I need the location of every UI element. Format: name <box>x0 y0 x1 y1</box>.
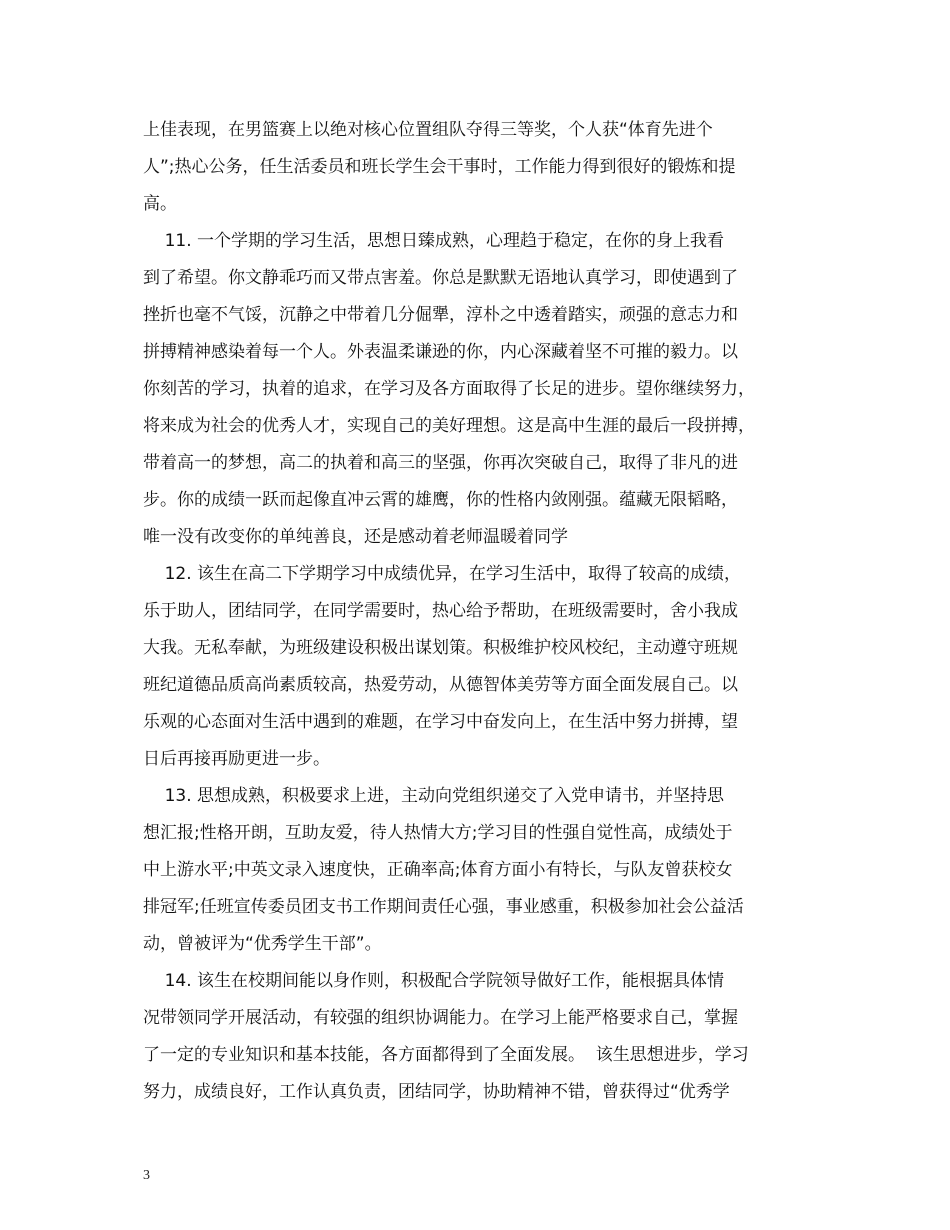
text-line: 将来成为社会的优秀人才，实现自己的美好理想。这是高中生涯的最后一段拼搏， <box>143 416 755 436</box>
text-line: 况带领同学开展活动，有较强的组织协调能力。在学习上能严格要求自己，掌握 <box>143 1008 738 1028</box>
text-line: 动，曾被评为“优秀学生干部”。 <box>143 934 382 954</box>
text-line: 日后再接再励更进一步。 <box>143 749 330 769</box>
text-line: 到了希望。你文静乖巧而又带点害羞。你总是默默无语地认真学习，即使遇到了 <box>143 268 738 288</box>
text-line: 上佳表现，在男篮赛上以绝对核心位置组队夺得三等奖，个人获“体育先进个 <box>143 120 713 140</box>
paragraph-14-first-line: 14. 该生在校期间能以身作则，积极配合学院领导做好工作，能根据具体情 <box>143 971 725 991</box>
text-line: 唯一没有改变你的单纯善良，还是感动着老师温暖着同学 <box>143 527 568 547</box>
text-line: 班纪道德品质高尚素质较高，热爱劳动，从德智体美劳等方面全面发展自己。以 <box>143 675 738 695</box>
paragraph-12-first-line: 12. 该生在高二下学期学习中成绩优异，在学习生活中，取得了较高的成绩， <box>143 564 742 584</box>
text-line: 乐观的心态面对生活中遇到的难题，在学习中奋发向上，在生活中努力拼搏，望 <box>143 712 738 732</box>
text-line: 中上游水平;中英文录入速度快，正确率高;体育方面小有特长，与队友曾获校女 <box>143 860 733 880</box>
text-line: 人”;热心公务，任生活委员和班长学生会干事时，工作能力得到很好的锻炼和提 <box>143 157 736 177</box>
text-line: 带着高一的梦想，高二的执着和高三的坚强，你再次突破自己，取得了非凡的进 <box>143 453 738 473</box>
text-line: 想汇报;性格开朗，互助友爱，待人热情大方;学习目的性强自觉性高，成绩处于 <box>143 823 733 843</box>
text-line: 你刻苦的学习，执着的追求，在学习及各方面取得了长足的进步。望你继续努力， <box>143 379 755 399</box>
text-line: 拼搏精神感染着每一个人。外表温柔谦逊的你，内心深藏着坚不可摧的毅力。以 <box>143 342 738 362</box>
page-number: 3 <box>143 1168 150 1183</box>
text-line: 挫折也毫不气馁，沉静之中带着几分倔犟，淳朴之中透着踏实，顽强的意志力和 <box>143 305 738 325</box>
text-line: 大我。无私奉献，为班级建设积极出谋划策。积极维护校风校纪，主动遵守班规 <box>143 638 738 658</box>
text-line: 排冠军;任班宣传委员团支书工作期间责任心强，事业感重，积极参加社会公益活 <box>143 897 744 917</box>
text-line: 乐于助人，团结同学，在同学需要时，热心给予帮助，在班级需要时，舍小我成 <box>143 601 738 621</box>
text-line: 高。 <box>143 194 177 214</box>
text-line: 了一定的专业知识和基本技能，各方面都得到了全面发展。 该生思想进步，学习 <box>143 1045 749 1065</box>
text-line: 努力，成绩良好，工作认真负责，团结同学，协助精神不错，曾获得过“优秀学 <box>143 1082 730 1102</box>
paragraph-13-first-line: 13. 思想成熟，积极要求上进，主动向党组织递交了入党申请书，并坚持思 <box>143 786 725 806</box>
text-line: 步。你的成绩一跃而起像直冲云霄的雄鹰，你的性格内敛刚强。蕴藏无限韬略， <box>143 490 738 510</box>
paragraph-11-first-line: 11. 一个学期的学习生活，思想日臻成熟，心理趋于稳定，在你的身上我看 <box>143 231 725 251</box>
